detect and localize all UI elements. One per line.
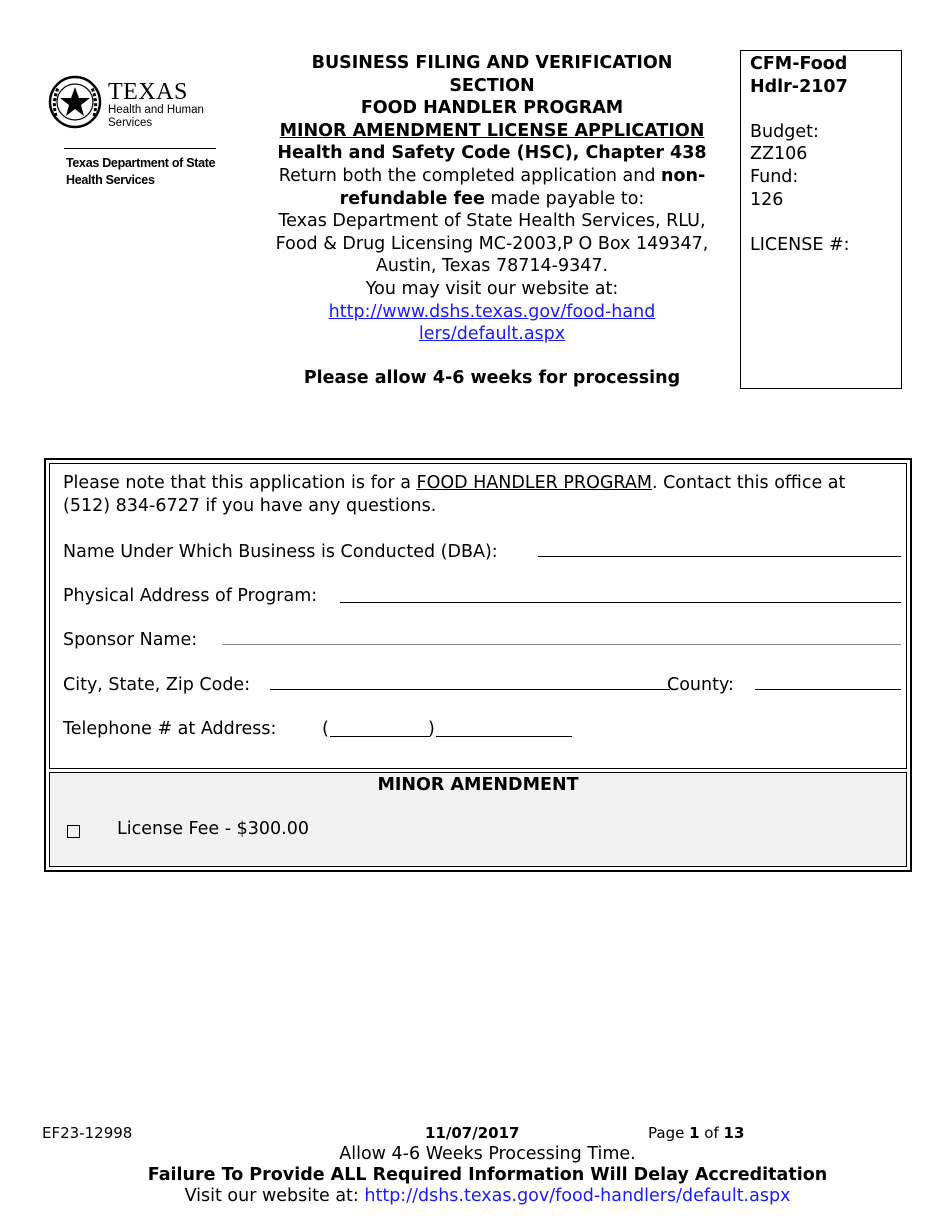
budget-value: ZZ106 — [750, 144, 808, 165]
phone-number-line[interactable] — [436, 736, 572, 737]
logo-dept-line2: Health Services — [66, 173, 155, 187]
header-address-line-3: Austin, Texas 78714-9347. — [375, 256, 609, 277]
phone-area-open: ( — [322, 719, 329, 739]
address-label: Physical Address of Program: — [63, 586, 318, 606]
logo-divider — [64, 148, 216, 149]
phone-area-code-line[interactable] — [330, 736, 430, 737]
logo-texas-text: TEXAS — [108, 79, 188, 105]
logo-sub-line1: Health and Human — [108, 104, 204, 116]
texas-seal-icon — [48, 72, 106, 138]
header-line-2: SECTION — [449, 75, 535, 96]
page-number: 1 — [689, 1124, 700, 1142]
note-text-b: . Contact this office at (512) 834-6727 if you have any questions. — [63, 473, 846, 516]
header-statute: Health and Safety Code (HSC), Chapter 438 — [277, 143, 707, 164]
application-form — [44, 458, 912, 872]
header-address-line-2: Food & Drug Licensing MC-2003,P O Box 149347, — [275, 233, 709, 254]
minor-amendment-section — [49, 772, 907, 867]
form-code-line-1: CFM-Food — [750, 54, 848, 74]
agency-logo — [48, 72, 220, 189]
license-fee-label: License Fee - $300.00 — [117, 819, 309, 839]
phone-area-close: ) — [428, 719, 435, 739]
minor-amendment-title: MINOR AMENDMENT — [377, 775, 579, 795]
header-address-line-1: Texas Department of State Health Services, RLU, — [278, 211, 706, 232]
header-website-link[interactable]: http://www.dshs.texas.gov/food-handlers/default.aspx — [328, 301, 656, 345]
city-state-zip-input-line[interactable] — [270, 689, 670, 690]
sponsor-label: Sponsor Name: — [63, 630, 198, 650]
note-program-name: FOOD HANDLER PROGRAM — [416, 473, 652, 493]
county-input-line[interactable] — [755, 689, 901, 690]
footer-website — [0, 1186, 950, 1206]
footer-website-label: Visit our website at: — [184, 1186, 365, 1206]
form-date: 11/07/2017 — [425, 1124, 520, 1142]
header-line-1: BUSINESS FILING AND VERIFICATION — [311, 53, 673, 73]
processing-notice: Please allow 4-6 weeks for processing — [303, 367, 681, 388]
fund-label: Fund: — [750, 166, 799, 187]
note-text-a: Please note that this application is for a — [63, 473, 417, 493]
return-text-a: Return both the completed application and — [278, 165, 662, 186]
office-use-box — [740, 50, 902, 389]
dba-label: Name Under Which Business is Conducted (DBA): — [63, 542, 498, 562]
logo-sub-line2: Services — [108, 117, 153, 129]
footer-failure-warning: Failure To Provide ALL Required Information Will Delay Accreditation — [147, 1165, 828, 1185]
page-total: 13 — [723, 1124, 745, 1142]
program-note — [63, 472, 893, 518]
telephone-label: Telephone # at Address: — [63, 719, 277, 739]
form-id: EF23-12998 — [42, 1124, 133, 1142]
county-label: County: — [667, 675, 734, 695]
budget-label: Budget: — [750, 121, 819, 142]
return-text-c: made payable to: — [484, 188, 645, 209]
header-program-title: FOOD HANDLER PROGRAM — [360, 98, 624, 119]
sponsor-input-line[interactable] — [222, 644, 901, 645]
page-indicator — [648, 1124, 744, 1142]
header-return-instructions — [248, 165, 736, 210]
page-label: Page — [648, 1124, 690, 1142]
city-state-zip-label: City, State, Zip Code: — [63, 675, 251, 695]
business-info-section — [49, 463, 907, 769]
document-header — [248, 52, 736, 389]
footer-processing-time: Allow 4-6 Weeks Processing Time. — [339, 1144, 636, 1164]
dba-input-line[interactable] — [538, 556, 901, 557]
fund-value: 126 — [750, 189, 784, 210]
logo-dept-line1: Texas Department of State — [66, 156, 216, 170]
address-input-line[interactable] — [340, 602, 901, 603]
form-code-line-2: Hdlr-2107 — [750, 76, 848, 97]
footer-website-link[interactable]: http://dshs.texas.gov/food-handlers/default.aspx — [364, 1186, 791, 1206]
license-fee-checkbox[interactable] — [67, 825, 80, 838]
header-website-prompt: You may visit our website at: — [365, 278, 619, 299]
return-text-fee: non-refundable fee — [339, 165, 706, 209]
header-application-title: MINOR AMENDMENT LICENSE APPLICATION — [279, 120, 705, 141]
page-of: of — [699, 1124, 724, 1142]
license-number-label: LICENSE #: — [750, 234, 850, 255]
